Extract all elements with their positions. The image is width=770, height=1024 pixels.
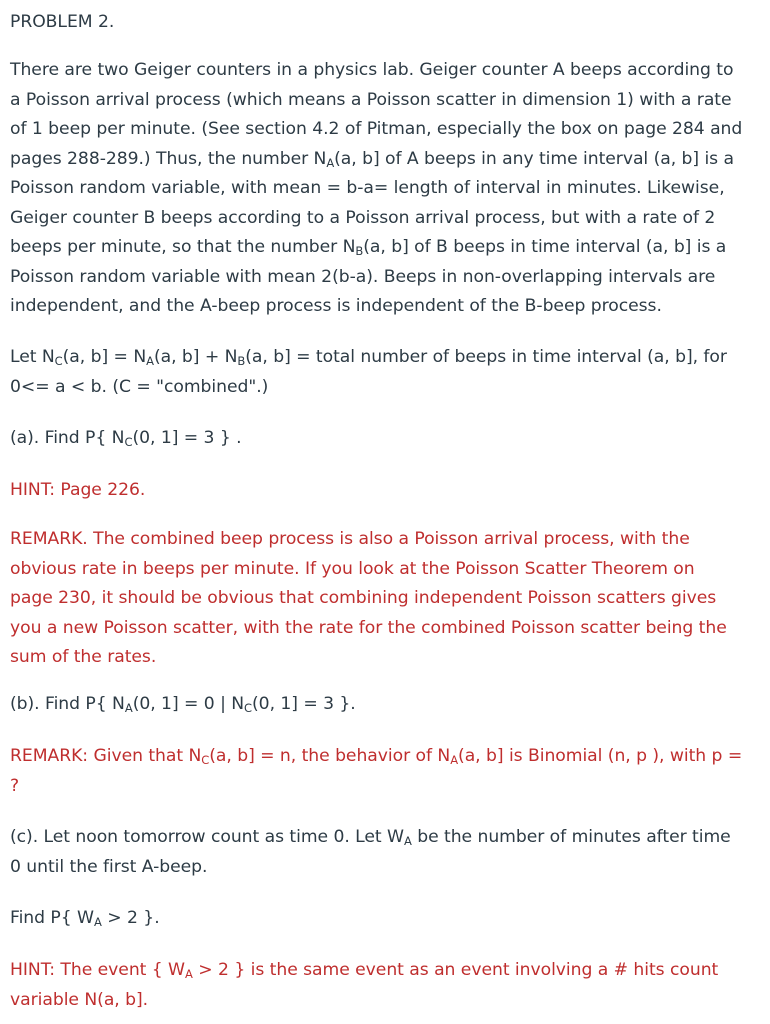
part-b-question: (b). Find P{ $N_A(0$, 1] = 0 | $N_C(0$, 1] = 3 }. xyxy=(10,694,356,715)
intro-line: Geiger counter B beeps according to a Poisson arrival process, but with a rate of 2 xyxy=(10,207,716,228)
intro-line: independent, and the A-beep process is independent of the B-beep process. xyxy=(10,296,662,316)
intro-line: Poisson random variable with mean 2(b-a). Beeps in non-overlapping intervals are xyxy=(10,266,716,287)
remark-combined-process: REMARK. The combined beep process is also a Poisson arrival process, with the obvious rate in beeps per minute. If you look at the Poisson Scatter Theorem on page 230, it should be obvious that combining independent Poisson scatters gives you a new Poisson scatter, with the rate for the combined Poisson scatter being the sum of the rates. xyxy=(10,529,727,667)
intro-line: pages 288-289.) Thus, the number $N_A(a$, b] of A beeps in any time interval (a, b] is a xyxy=(10,148,734,170)
part-a-question: (a). Find P{ $N_C(0$, 1] = 3 } . xyxy=(10,428,242,449)
intro-line: Poisson random variable, with mean = b-a= length of interval in minutes. Likewise, xyxy=(10,178,725,198)
intro-line: a Poisson arrival process (which means a Poisson scatter in dimension 1) with a rate xyxy=(10,89,732,110)
hint-c: HINT: The event { $W_A > 2$ } is the same event as an event involving a # hits count variable N(a, b]. xyxy=(10,960,719,1010)
hint-a: HINT: Page 226. xyxy=(10,480,146,500)
find-w-question: Find P{ $W_A > 2$ }. xyxy=(10,908,160,929)
intro-line: beeps per minute, so that the number $N_B(a$, b] of B beeps in time interval (a, b] is a xyxy=(10,237,727,258)
problem-title: PROBLEM 2. xyxy=(10,12,115,32)
part-c-question: (c). Let noon tomorrow count as time 0. Let $W_A$ be the number of minutes after time 0 until the first A-beep. xyxy=(10,827,731,877)
remark-binomial: REMARK: Given that $N_C(a$, b] = n, the behavior of $N_A(a$, b] is Binomial (n, p ), with p = ? xyxy=(10,746,743,796)
definition-paragraph: Let $N_C(a$, $b] = N_A(a$, $b] + N_B(a$, b] = total number of beeps in time interval (a, b], for 0<= a < b. (C = "combined".) xyxy=(10,347,727,397)
intro-line: of 1 beep per minute. (See section 4.2 of Pitman, especially the box on page 284 and xyxy=(10,119,743,139)
intro-paragraph xyxy=(10,56,762,322)
intro-line: There are two Geiger counters in a physics lab. Geiger counter A beeps according to xyxy=(10,60,734,80)
